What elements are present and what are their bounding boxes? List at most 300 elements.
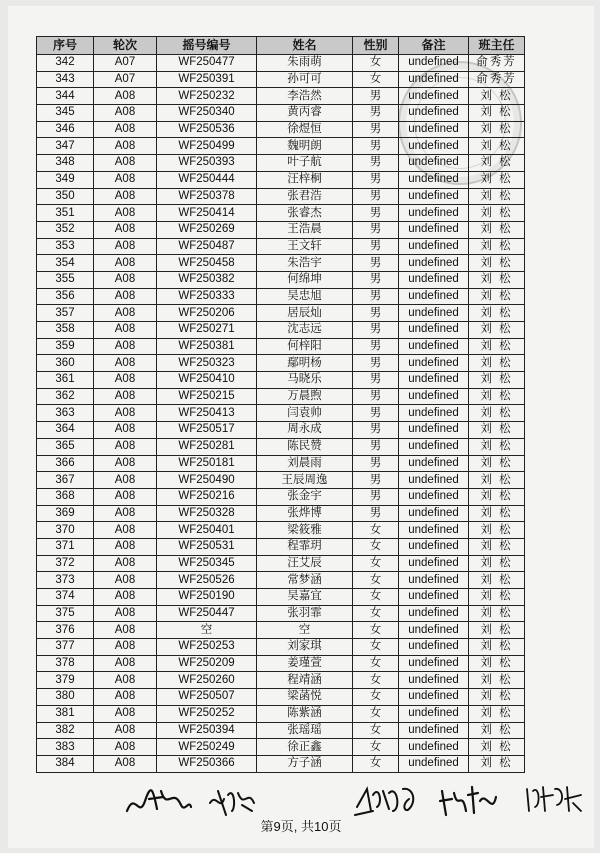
- cell-remarks: undefined: [399, 739, 469, 756]
- cell-lottery-number: WF250490: [157, 472, 257, 489]
- cell-remarks: undefined: [399, 589, 469, 606]
- cell-round: A08: [94, 255, 157, 272]
- cell-gender: 女: [353, 538, 399, 555]
- cell-lottery-number: WF250499: [157, 138, 257, 155]
- cell-round: A08: [94, 689, 157, 706]
- cell-gender: 男: [353, 88, 399, 105]
- cell-class-teacher: 刘 松: [469, 388, 525, 405]
- handwritten-signature: [206, 781, 258, 821]
- cell-round: A08: [94, 155, 157, 172]
- cell-gender: 男: [353, 155, 399, 172]
- cell-serial-number: 349: [37, 171, 94, 188]
- cell-student-name: 万晨煦: [257, 388, 353, 405]
- cell-student-name: 王文轩: [257, 238, 353, 255]
- table-row: [37, 722, 525, 739]
- cell-class-teacher: 刘 松: [469, 138, 525, 155]
- cell-remarks: undefined: [399, 205, 469, 222]
- cell-gender: 女: [353, 605, 399, 622]
- handwritten-signature: [438, 781, 500, 821]
- cell-gender: 女: [353, 572, 399, 589]
- cell-gender: 女: [353, 589, 399, 606]
- cell-round: A08: [94, 488, 157, 505]
- cell-lottery-number: WF250401: [157, 522, 257, 539]
- cell-student-name: 常梦涵: [257, 572, 353, 589]
- table-row: [37, 372, 525, 389]
- cell-class-teacher: 刘 松: [469, 271, 525, 288]
- cell-lottery-number: WF250394: [157, 722, 257, 739]
- table-row: [37, 355, 525, 372]
- cell-round: A08: [94, 322, 157, 339]
- cell-serial-number: 368: [37, 488, 94, 505]
- cell-round: A08: [94, 221, 157, 238]
- document-page: [8, 6, 594, 848]
- cell-lottery-number: WF250340: [157, 105, 257, 122]
- cell-round: A08: [94, 739, 157, 756]
- cell-lottery-number: WF250393: [157, 155, 257, 172]
- table-row: [37, 739, 525, 756]
- cell-gender: 男: [353, 255, 399, 272]
- cell-lottery-number: WF250190: [157, 589, 257, 606]
- cell-serial-number: 343: [37, 71, 94, 88]
- cell-student-name: 王辰周逸: [257, 472, 353, 489]
- table-row: [37, 655, 525, 672]
- cell-student-name: 何绵坤: [257, 271, 353, 288]
- cell-remarks: undefined: [399, 705, 469, 722]
- cell-gender: 男: [353, 455, 399, 472]
- cell-class-teacher: 刘 松: [469, 722, 525, 739]
- cell-serial-number: 366: [37, 455, 94, 472]
- cell-serial-number: 369: [37, 505, 94, 522]
- cell-round: A08: [94, 622, 157, 639]
- cell-lottery-number: WF250181: [157, 455, 257, 472]
- cell-gender: 女: [353, 739, 399, 756]
- cell-serial-number: 353: [37, 238, 94, 255]
- cell-student-name: 居辰灿: [257, 305, 353, 322]
- cell-lottery-number: WF250252: [157, 705, 257, 722]
- table-row: [37, 255, 525, 272]
- cell-class-teacher: 刘 松: [469, 689, 525, 706]
- cell-student-name: 程靖涵: [257, 672, 353, 689]
- cell-serial-number: 382: [37, 722, 94, 739]
- table-row: [37, 705, 525, 722]
- cell-class-teacher: 刘 松: [469, 238, 525, 255]
- header-lottery-number: 摇号编号: [157, 37, 257, 55]
- cell-round: A08: [94, 205, 157, 222]
- cell-gender: 女: [353, 755, 399, 772]
- cell-serial-number: 377: [37, 639, 94, 656]
- cell-round: A08: [94, 121, 157, 138]
- cell-class-teacher: 刘 松: [469, 405, 525, 422]
- table-row: [37, 205, 525, 222]
- cell-class-teacher: 刘 松: [469, 188, 525, 205]
- cell-student-name: 魏明朗: [257, 138, 353, 155]
- cell-lottery-number: WF250271: [157, 322, 257, 339]
- cell-remarks: undefined: [399, 422, 469, 439]
- cell-round: A08: [94, 505, 157, 522]
- cell-round: A08: [94, 472, 157, 489]
- cell-class-teacher: 刘 松: [469, 221, 525, 238]
- cell-serial-number: 375: [37, 605, 94, 622]
- cell-student-name: 张睿杰: [257, 205, 353, 222]
- cell-remarks: undefined: [399, 188, 469, 205]
- table-row: [37, 271, 525, 288]
- table-row: [37, 188, 525, 205]
- header-student-name: 姓名: [257, 37, 353, 55]
- cell-serial-number: 354: [37, 255, 94, 272]
- cell-student-name: 张烨博: [257, 505, 353, 522]
- cell-class-teacher: 刘 松: [469, 488, 525, 505]
- table-row: [37, 605, 525, 622]
- cell-lottery-number: WF250232: [157, 88, 257, 105]
- cell-remarks: undefined: [399, 221, 469, 238]
- cell-lottery-number: WF250345: [157, 555, 257, 572]
- cell-gender: 男: [353, 221, 399, 238]
- cell-gender: 女: [353, 655, 399, 672]
- cell-lottery-number: WF250281: [157, 438, 257, 455]
- cell-remarks: undefined: [399, 372, 469, 389]
- cell-lottery-number: WF250333: [157, 288, 257, 305]
- cell-remarks: undefined: [399, 71, 469, 88]
- cell-serial-number: 363: [37, 405, 94, 422]
- cell-student-name: 周永成: [257, 422, 353, 439]
- handwritten-signature: [523, 781, 585, 817]
- student-roster-table: [36, 36, 525, 773]
- cell-lottery-number: WF250209: [157, 655, 257, 672]
- cell-remarks: undefined: [399, 138, 469, 155]
- cell-serial-number: 364: [37, 422, 94, 439]
- cell-lottery-number: WF250507: [157, 689, 257, 706]
- table-row: [37, 455, 525, 472]
- cell-serial-number: 383: [37, 739, 94, 756]
- cell-class-teacher: 刘 松: [469, 605, 525, 622]
- table-row: [37, 105, 525, 122]
- cell-gender: 男: [353, 422, 399, 439]
- cell-class-teacher: 刘 松: [469, 455, 525, 472]
- cell-remarks: undefined: [399, 238, 469, 255]
- cell-gender: 男: [353, 488, 399, 505]
- cell-class-teacher: 刘 松: [469, 171, 525, 188]
- cell-student-name: 刘晨雨: [257, 455, 353, 472]
- cell-remarks: undefined: [399, 689, 469, 706]
- cell-gender: 女: [353, 639, 399, 656]
- table-row: [37, 555, 525, 572]
- cell-remarks: undefined: [399, 622, 469, 639]
- cell-serial-number: 344: [37, 88, 94, 105]
- cell-lottery-number: WF250391: [157, 71, 257, 88]
- cell-serial-number: 381: [37, 705, 94, 722]
- cell-remarks: undefined: [399, 88, 469, 105]
- cell-remarks: undefined: [399, 472, 469, 489]
- table-row: [37, 589, 525, 606]
- cell-round: A08: [94, 171, 157, 188]
- cell-class-teacher: 刘 松: [469, 572, 525, 589]
- cell-student-name: 何梓阳: [257, 338, 353, 355]
- cell-gender: 女: [353, 522, 399, 539]
- cell-serial-number: 347: [37, 138, 94, 155]
- cell-remarks: undefined: [399, 105, 469, 122]
- cell-serial-number: 362: [37, 388, 94, 405]
- cell-class-teacher: 刘 松: [469, 522, 525, 539]
- cell-serial-number: 379: [37, 672, 94, 689]
- cell-serial-number: 361: [37, 372, 94, 389]
- cell-student-name: 朱浩宇: [257, 255, 353, 272]
- header-round: 轮次: [94, 37, 157, 55]
- cell-serial-number: 372: [37, 555, 94, 572]
- table-row: [37, 472, 525, 489]
- cell-round: A08: [94, 672, 157, 689]
- cell-gender: 男: [353, 472, 399, 489]
- cell-class-teacher: 刘 松: [469, 205, 525, 222]
- cell-gender: 男: [353, 355, 399, 372]
- cell-round: A08: [94, 105, 157, 122]
- cell-round: A08: [94, 438, 157, 455]
- cell-serial-number: 358: [37, 322, 94, 339]
- cell-gender: 女: [353, 622, 399, 639]
- cell-class-teacher: 刘 松: [469, 672, 525, 689]
- table-row: [37, 622, 525, 639]
- cell-lottery-number: WF250487: [157, 238, 257, 255]
- cell-gender: 男: [353, 338, 399, 355]
- cell-lottery-number: WF250414: [157, 205, 257, 222]
- cell-lottery-number: WF250382: [157, 271, 257, 288]
- cell-class-teacher: 俞秀芳: [469, 71, 525, 88]
- cell-gender: 男: [353, 205, 399, 222]
- cell-student-name: 陈紫涵: [257, 705, 353, 722]
- cell-round: A08: [94, 88, 157, 105]
- table-row: [37, 639, 525, 656]
- cell-serial-number: 345: [37, 105, 94, 122]
- cell-serial-number: 367: [37, 472, 94, 489]
- table-row: [37, 155, 525, 172]
- cell-student-name: 梁筱雅: [257, 522, 353, 539]
- cell-gender: 男: [353, 238, 399, 255]
- cell-remarks: undefined: [399, 288, 469, 305]
- cell-gender: 女: [353, 71, 399, 88]
- cell-remarks: undefined: [399, 505, 469, 522]
- cell-class-teacher: 刘 松: [469, 288, 525, 305]
- table-row: [37, 55, 525, 72]
- cell-lottery-number: WF250249: [157, 739, 257, 756]
- table-row: [37, 288, 525, 305]
- cell-round: A08: [94, 422, 157, 439]
- cell-serial-number: 348: [37, 155, 94, 172]
- cell-class-teacher: 刘 松: [469, 88, 525, 105]
- cell-lottery-number: WF250366: [157, 755, 257, 772]
- cell-lottery-number: WF250328: [157, 505, 257, 522]
- cell-remarks: undefined: [399, 538, 469, 555]
- cell-serial-number: 346: [37, 121, 94, 138]
- cell-round: A08: [94, 572, 157, 589]
- cell-serial-number: 342: [37, 55, 94, 72]
- cell-gender: 女: [353, 672, 399, 689]
- table-row: [37, 505, 525, 522]
- cell-student-name: 鄢明杨: [257, 355, 353, 372]
- cell-gender: 男: [353, 388, 399, 405]
- cell-round: A08: [94, 655, 157, 672]
- cell-student-name: 姜瑾萱: [257, 655, 353, 672]
- table-header-row: [37, 37, 525, 55]
- cell-gender: 男: [353, 188, 399, 205]
- cell-class-teacher: 刘 松: [469, 589, 525, 606]
- cell-gender: 男: [353, 138, 399, 155]
- cell-serial-number: 359: [37, 338, 94, 355]
- cell-student-name: 叶子航: [257, 155, 353, 172]
- cell-class-teacher: 刘 松: [469, 372, 525, 389]
- cell-serial-number: 371: [37, 538, 94, 555]
- cell-gender: 男: [353, 305, 399, 322]
- handwritten-signature: [353, 781, 423, 819]
- cell-lottery-number: WF250526: [157, 572, 257, 589]
- table-row: [37, 405, 525, 422]
- cell-lottery-number: 空: [157, 622, 257, 639]
- cell-gender: 男: [353, 271, 399, 288]
- cell-student-name: 汪艾辰: [257, 555, 353, 572]
- table-row: [37, 538, 525, 555]
- cell-class-teacher: 刘 松: [469, 105, 525, 122]
- cell-serial-number: 374: [37, 589, 94, 606]
- cell-remarks: undefined: [399, 171, 469, 188]
- cell-serial-number: 356: [37, 288, 94, 305]
- cell-remarks: undefined: [399, 755, 469, 772]
- cell-student-name: 徐正鑫: [257, 739, 353, 756]
- cell-class-teacher: 刘 松: [469, 739, 525, 756]
- table-row: [37, 689, 525, 706]
- cell-remarks: undefined: [399, 488, 469, 505]
- table-row: [37, 338, 525, 355]
- cell-serial-number: 355: [37, 271, 94, 288]
- header-class-teacher: 班主任: [469, 37, 525, 55]
- cell-lottery-number: WF250444: [157, 171, 257, 188]
- table-row: [37, 755, 525, 772]
- table-row: [37, 322, 525, 339]
- cell-gender: 男: [353, 171, 399, 188]
- cell-class-teacher: 刘 松: [469, 639, 525, 656]
- cell-student-name: 张金宇: [257, 488, 353, 505]
- cell-lottery-number: WF250381: [157, 338, 257, 355]
- cell-gender: 男: [353, 121, 399, 138]
- header-gender: 性别: [353, 37, 399, 55]
- cell-student-name: 吴嘉宜: [257, 589, 353, 606]
- table-row: [37, 171, 525, 188]
- cell-lottery-number: WF250253: [157, 639, 257, 656]
- cell-round: A08: [94, 455, 157, 472]
- cell-student-name: 马晓乐: [257, 372, 353, 389]
- cell-round: A08: [94, 138, 157, 155]
- table-row: [37, 88, 525, 105]
- cell-serial-number: 384: [37, 755, 94, 772]
- cell-lottery-number: WF250216: [157, 488, 257, 505]
- cell-remarks: undefined: [399, 572, 469, 589]
- cell-gender: 男: [353, 438, 399, 455]
- cell-student-name: 空: [257, 622, 353, 639]
- cell-class-teacher: 刘 松: [469, 355, 525, 372]
- cell-lottery-number: WF250517: [157, 422, 257, 439]
- cell-student-name: 闫袁帅: [257, 405, 353, 422]
- cell-round: A08: [94, 755, 157, 772]
- cell-remarks: undefined: [399, 255, 469, 272]
- cell-class-teacher: 刘 松: [469, 121, 525, 138]
- cell-class-teacher: 刘 松: [469, 705, 525, 722]
- cell-serial-number: 352: [37, 221, 94, 238]
- cell-class-teacher: 刘 松: [469, 305, 525, 322]
- cell-student-name: 张瑶瑶: [257, 722, 353, 739]
- cell-gender: 女: [353, 55, 399, 72]
- cell-remarks: undefined: [399, 355, 469, 372]
- cell-gender: 男: [353, 105, 399, 122]
- cell-gender: 女: [353, 722, 399, 739]
- cell-remarks: undefined: [399, 605, 469, 622]
- cell-student-name: 王浩晨: [257, 221, 353, 238]
- table-row: [37, 522, 525, 539]
- cell-serial-number: 380: [37, 689, 94, 706]
- cell-round: A07: [94, 55, 157, 72]
- cell-gender: 女: [353, 705, 399, 722]
- table-row: [37, 572, 525, 589]
- cell-class-teacher: 刘 松: [469, 338, 525, 355]
- cell-class-teacher: 刘 松: [469, 422, 525, 439]
- cell-serial-number: 350: [37, 188, 94, 205]
- cell-student-name: 黄丙睿: [257, 105, 353, 122]
- cell-remarks: undefined: [399, 338, 469, 355]
- table-body: [37, 55, 525, 773]
- cell-lottery-number: WF250378: [157, 188, 257, 205]
- cell-class-teacher: 刘 松: [469, 655, 525, 672]
- cell-class-teacher: 刘 松: [469, 755, 525, 772]
- cell-serial-number: 376: [37, 622, 94, 639]
- cell-class-teacher: 刘 松: [469, 622, 525, 639]
- cell-student-name: 吴忠旭: [257, 288, 353, 305]
- cell-remarks: undefined: [399, 55, 469, 72]
- cell-lottery-number: WF250458: [157, 255, 257, 272]
- cell-remarks: undefined: [399, 405, 469, 422]
- cell-round: A08: [94, 338, 157, 355]
- cell-round: A08: [94, 538, 157, 555]
- cell-gender: 男: [353, 405, 399, 422]
- cell-student-name: 李浩然: [257, 88, 353, 105]
- cell-serial-number: 378: [37, 655, 94, 672]
- cell-serial-number: 370: [37, 522, 94, 539]
- cell-round: A08: [94, 388, 157, 405]
- table-row: [37, 488, 525, 505]
- cell-remarks: undefined: [399, 305, 469, 322]
- cell-student-name: 陈民赞: [257, 438, 353, 455]
- cell-lottery-number: WF250323: [157, 355, 257, 372]
- cell-class-teacher: 刘 松: [469, 155, 525, 172]
- cell-round: A08: [94, 639, 157, 656]
- cell-round: A08: [94, 555, 157, 572]
- cell-round: A08: [94, 271, 157, 288]
- cell-round: A08: [94, 188, 157, 205]
- cell-remarks: undefined: [399, 155, 469, 172]
- cell-gender: 女: [353, 555, 399, 572]
- table-row: [37, 305, 525, 322]
- cell-round: A08: [94, 605, 157, 622]
- cell-remarks: undefined: [399, 388, 469, 405]
- cell-round: A08: [94, 522, 157, 539]
- cell-remarks: undefined: [399, 271, 469, 288]
- page-number-footer: 第9页, 共10页: [260, 819, 342, 834]
- header-serial-number: 序号: [37, 37, 94, 55]
- cell-gender: 男: [353, 372, 399, 389]
- table-row: [37, 672, 525, 689]
- cell-remarks: undefined: [399, 639, 469, 656]
- cell-round: A08: [94, 288, 157, 305]
- table-row: [37, 422, 525, 439]
- cell-round: A07: [94, 71, 157, 88]
- cell-class-teacher: 刘 松: [469, 555, 525, 572]
- cell-round: A08: [94, 372, 157, 389]
- cell-remarks: undefined: [399, 722, 469, 739]
